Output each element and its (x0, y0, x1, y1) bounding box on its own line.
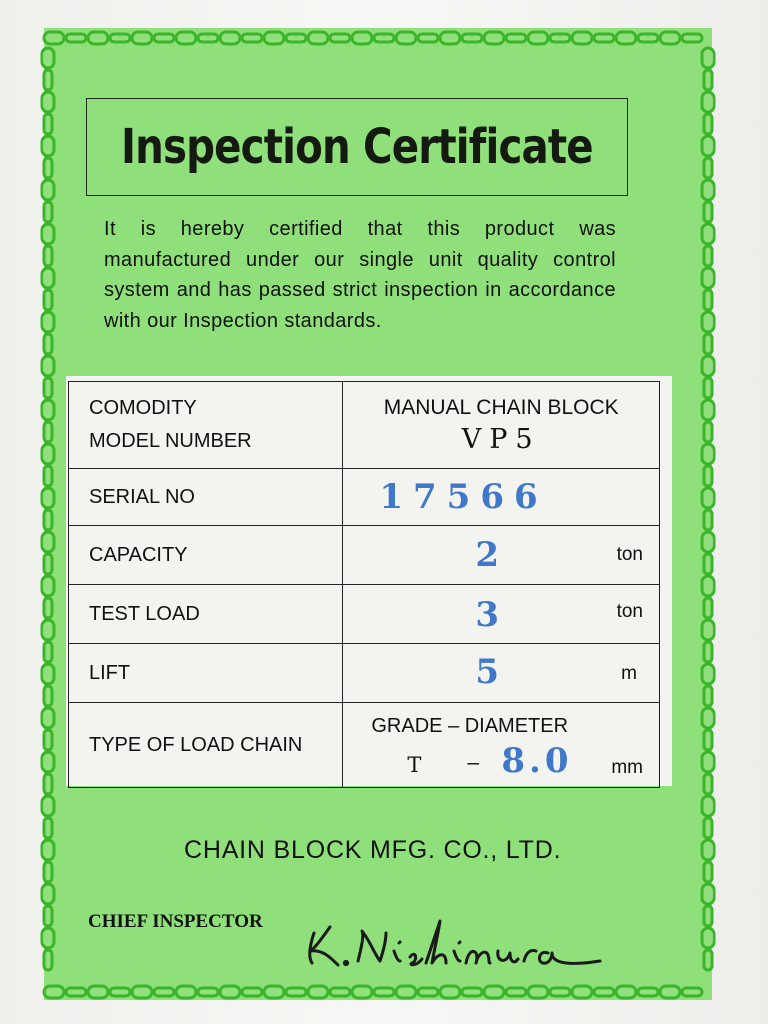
title-frame (86, 98, 628, 196)
chain-link (704, 510, 712, 530)
chain-link (132, 32, 152, 44)
chain-link (704, 70, 712, 90)
test-load-stamp: 3 (475, 595, 506, 635)
chain-link (44, 950, 52, 970)
chain-link (42, 664, 54, 684)
commodity-label: COMODITY (89, 397, 197, 419)
chain-link (704, 422, 712, 442)
lift-value-cell (343, 644, 660, 703)
test-load-value-cell (343, 585, 660, 644)
chain-link (702, 752, 714, 772)
chain-link (198, 34, 218, 42)
chain-link (44, 32, 64, 44)
chain-link (660, 986, 680, 998)
chain-link (702, 620, 714, 640)
company-name: CHAIN BLOCK MFG. CO., LTD. (184, 836, 562, 864)
chain-link (44, 70, 52, 90)
serial-value-cell (343, 469, 660, 526)
table-row-load-chain (69, 703, 660, 788)
chain-link (308, 986, 328, 998)
chain-link (616, 986, 636, 998)
chain-link (704, 730, 712, 750)
chain-link (42, 708, 54, 728)
chain-link (154, 988, 174, 996)
certification-statement: It is hereby certified that this product was manufactured under our single unit quality control system and has passed strict inspection in accordance with our Inspection standards. (104, 218, 616, 332)
capacity-value-cell (343, 526, 660, 585)
chain-link (682, 34, 702, 42)
specification-table (68, 381, 660, 788)
chain-link (462, 34, 482, 42)
chain-link (484, 986, 504, 998)
chain-link (286, 988, 306, 996)
lift-label: LIFT (69, 644, 343, 703)
chain-link (704, 334, 712, 354)
chain-link (42, 752, 54, 772)
chain-link (702, 180, 714, 200)
chain-diameter-stamp: 8.0 (501, 741, 573, 781)
load-chain-value-cell (343, 703, 660, 788)
chain-link (44, 642, 52, 662)
chain-link (42, 796, 54, 816)
chain-link (44, 114, 52, 134)
chain-link (374, 34, 394, 42)
chain-link (42, 444, 54, 464)
chain-link (550, 34, 570, 42)
chain-link (704, 158, 712, 178)
chain-link (704, 906, 712, 926)
chain-link (704, 818, 712, 838)
chain-link (638, 988, 658, 996)
chain-link (702, 884, 714, 904)
chain-link (44, 422, 52, 442)
chain-link (484, 32, 504, 44)
chain-link (176, 986, 196, 998)
chain-link (594, 988, 614, 996)
chain-link (42, 48, 54, 68)
chain-link (42, 840, 54, 860)
model-number-label: MODEL NUMBER (89, 430, 252, 452)
chain-link (42, 312, 54, 332)
chain-link (702, 576, 714, 596)
chain-link (704, 642, 712, 662)
chain-link (44, 818, 52, 838)
chain-link (42, 488, 54, 508)
chain-link (704, 598, 712, 618)
chain-link (42, 136, 54, 156)
chain-link (440, 32, 460, 44)
table-row-lift (69, 644, 660, 703)
chain-link (418, 34, 438, 42)
chain-link (702, 840, 714, 860)
chain-link (616, 32, 636, 44)
chain-link (396, 986, 416, 998)
chain-link (702, 268, 714, 288)
chain-link (44, 510, 52, 530)
chain-link (704, 246, 712, 266)
serial-label: SERIAL NO (69, 469, 343, 526)
chain-link (550, 988, 570, 996)
chain-link (440, 986, 460, 998)
chain-link (528, 32, 548, 44)
chain-link (704, 466, 712, 486)
chain-link (704, 554, 712, 574)
lift-stamp: 5 (475, 652, 506, 692)
chain-link (352, 32, 372, 44)
chain-link (110, 34, 130, 42)
chain-link (638, 34, 658, 42)
capacity-stamp: 2 (475, 535, 506, 575)
table-row-model (69, 382, 660, 469)
chain-link (44, 774, 52, 794)
chain-link (308, 32, 328, 44)
table-row-capacity (69, 526, 660, 585)
test-load-unit: ton (616, 601, 643, 622)
chain-link (42, 224, 54, 244)
chain-link (42, 576, 54, 596)
chain-link (506, 988, 526, 996)
capacity-unit: ton (616, 544, 643, 565)
chain-grade: T (407, 753, 422, 777)
chain-link (702, 664, 714, 684)
chain-link (702, 312, 714, 332)
chain-link (704, 114, 712, 134)
chain-link (42, 356, 54, 376)
chain-link (44, 686, 52, 706)
chain-link (44, 246, 52, 266)
chain-link (154, 34, 174, 42)
chain-link (44, 334, 52, 354)
chain-link (44, 554, 52, 574)
chain-link (44, 862, 52, 882)
chain-link (704, 774, 712, 794)
model-label-cell (69, 382, 343, 469)
chain-link (44, 290, 52, 310)
chain-link (702, 356, 714, 376)
chain-link (44, 730, 52, 750)
chain-link (702, 708, 714, 728)
chain-link (462, 988, 482, 996)
signature-icon (300, 905, 620, 985)
chain-link (42, 620, 54, 640)
table-row-serial (69, 469, 660, 526)
chain-link (198, 988, 218, 996)
chain-link (594, 34, 614, 42)
chain-link (66, 988, 86, 996)
chain-link (264, 986, 284, 998)
chain-link (42, 180, 54, 200)
chain-link (42, 884, 54, 904)
chain-link (702, 224, 714, 244)
chain-link (110, 988, 130, 996)
chain-link (220, 32, 240, 44)
chain-link (704, 686, 712, 706)
chain-link (44, 378, 52, 398)
chain-link (44, 986, 64, 998)
chain-link (286, 34, 306, 42)
chain-link (88, 32, 108, 44)
chain-link (264, 32, 284, 44)
chain-link (42, 400, 54, 420)
serial-number-stamp: 17566 (379, 477, 548, 517)
chain-link (704, 950, 712, 970)
chain-link (702, 400, 714, 420)
page-title: Inspection Certificate (121, 119, 593, 175)
chain-link (88, 986, 108, 998)
chain-link (220, 986, 240, 998)
chief-inspector-label: CHIEF INSPECTOR (88, 911, 263, 932)
chain-link (44, 158, 52, 178)
chain-link (44, 466, 52, 486)
chain-link (702, 92, 714, 112)
chain-link (330, 988, 350, 996)
chain-link (704, 378, 712, 398)
load-chain-label: TYPE OF LOAD CHAIN (69, 703, 343, 788)
chain-link (66, 34, 86, 42)
chain-link (330, 34, 350, 42)
chain-link (506, 34, 526, 42)
chain-link (44, 202, 52, 222)
lift-unit: m (621, 663, 637, 684)
chain-link (132, 986, 152, 998)
chain-link (572, 986, 592, 998)
chain-link (702, 532, 714, 552)
chain-link (418, 988, 438, 996)
chain-link (374, 988, 394, 996)
chain-link (702, 48, 714, 68)
chain-link (702, 796, 714, 816)
chain-link (660, 32, 680, 44)
chain-link (42, 928, 54, 948)
model-value-cell (343, 382, 660, 469)
grade-diameter-header: GRADE – DIAMETER (371, 715, 569, 737)
chain-link (242, 34, 262, 42)
chain-dash: – (467, 751, 480, 774)
chain-link (44, 598, 52, 618)
capacity-label: CAPACITY (69, 526, 343, 585)
chain-link (702, 444, 714, 464)
model-number-value: VP5 (461, 424, 541, 455)
chain-link (242, 988, 262, 996)
chain-link (42, 532, 54, 552)
chain-link (702, 928, 714, 948)
chain-link (704, 202, 712, 222)
commodity-value: MANUAL CHAIN BLOCK (383, 396, 619, 419)
chain-link (704, 862, 712, 882)
chain-link (42, 92, 54, 112)
chain-link (702, 488, 714, 508)
chain-link (44, 906, 52, 926)
chain-link (704, 290, 712, 310)
chain-link (176, 32, 196, 44)
chain-link (352, 986, 372, 998)
test-load-label: TEST LOAD (69, 585, 343, 644)
chain-link (682, 988, 702, 996)
chain-unit: mm (611, 757, 643, 778)
chain-link (42, 268, 54, 288)
chain-link (572, 32, 592, 44)
chain-link (702, 136, 714, 156)
chain-link (396, 32, 416, 44)
table-row-test-load (69, 585, 660, 644)
chain-link (528, 986, 548, 998)
